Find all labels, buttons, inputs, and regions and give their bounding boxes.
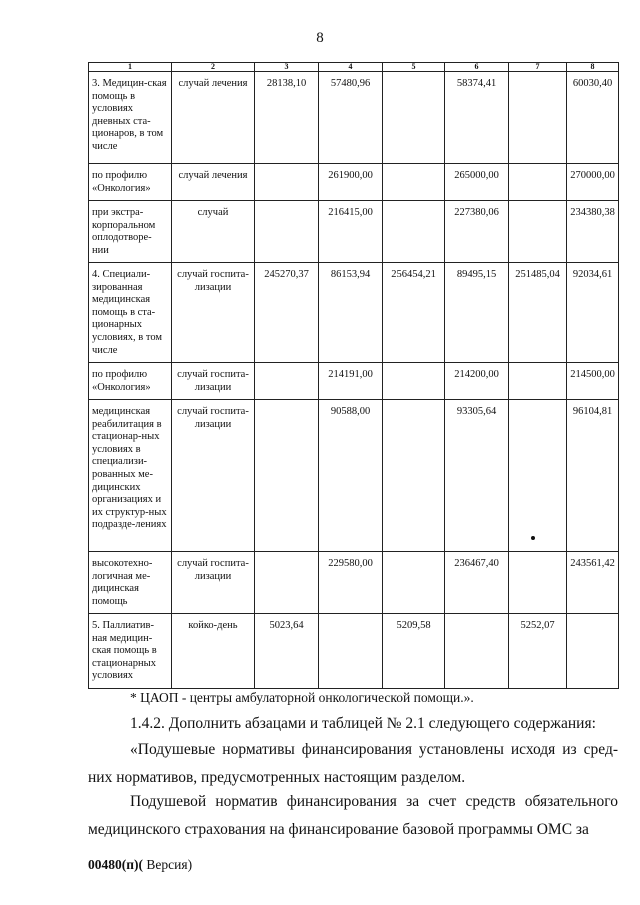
value-cell (509, 363, 567, 400)
table-row (89, 363, 619, 400)
paragraph: «Подушевые нормативы финансирования установлены исходя из сред-них нормативов, предусмотренных настоящим разделом. (88, 741, 618, 786)
column-header: 7 (509, 63, 567, 72)
value-cell: 5209,58 (383, 614, 445, 689)
care-type-cell: по профилю «Онкология» (89, 363, 172, 400)
value-cell (509, 552, 567, 614)
care-type-cell: 5. Паллиатив-ная медицин-ская помощь в стационарных условиях (89, 614, 172, 689)
table-row (89, 72, 619, 164)
value-cell (383, 363, 445, 400)
value-cell (319, 614, 383, 689)
care-type-cell: по профилю «Онкология» (89, 164, 172, 201)
value-cell: 60030,40 (567, 72, 619, 164)
table-row (89, 552, 619, 614)
value-cell (383, 400, 445, 552)
value-cell: 214500,00 (567, 363, 619, 400)
value-cell: 5023,64 (255, 614, 319, 689)
document-id (88, 857, 192, 873)
value-cell (509, 400, 567, 552)
column-header: 2 (172, 63, 255, 72)
value-cell: 270000,00 (567, 164, 619, 201)
column-header: 6 (445, 63, 509, 72)
column-header: 3 (255, 63, 319, 72)
care-type-cell: высокотехно-логичная ме-дицинская помощь (89, 552, 172, 614)
value-cell (509, 164, 567, 201)
value-cell: 234380,38 (567, 201, 619, 263)
column-header: 4 (319, 63, 383, 72)
unit-cell: случай госпита-лизации (172, 363, 255, 400)
page-number: 8 (316, 30, 324, 46)
column-header: 1 (89, 63, 172, 72)
unit-cell: случай лечения (172, 72, 255, 164)
value-cell: 243561,42 (567, 552, 619, 614)
value-cell (255, 363, 319, 400)
value-cell (255, 164, 319, 201)
unit-cell: случай госпита-лизации (172, 263, 255, 363)
value-cell (255, 552, 319, 614)
value-cell: 214200,00 (445, 363, 509, 400)
table-header-row (89, 63, 619, 72)
value-cell: 265000,00 (445, 164, 509, 201)
value-cell: 227380,06 (445, 201, 509, 263)
unit-cell: койко-день (172, 614, 255, 689)
value-cell: 261900,00 (319, 164, 383, 201)
value-cell: 236467,40 (445, 552, 509, 614)
value-cell (567, 614, 619, 689)
value-cell: 214191,00 (319, 363, 383, 400)
table-row (89, 400, 619, 552)
value-cell (509, 72, 567, 164)
value-cell: 5252,07 (509, 614, 567, 689)
value-cell: 229580,00 (319, 552, 383, 614)
care-type-cell: при экстра-корпоральном оплодотворе-нии (89, 201, 172, 263)
value-cell (445, 614, 509, 689)
value-cell: 256454,21 (383, 263, 445, 363)
unit-cell: случай лечения (172, 164, 255, 201)
value-cell: 96104,81 (567, 400, 619, 552)
document-code: 00480(п)( (88, 857, 144, 872)
scan-speck (531, 536, 535, 540)
paragraph: Подушевой норматив финансирования за счет средств обязательного медицинского страхования на финансирование базовой программы ОМС за (88, 793, 618, 838)
column-header: 5 (383, 63, 445, 72)
table-row (89, 614, 619, 689)
value-cell (383, 552, 445, 614)
value-cell: 92034,61 (567, 263, 619, 363)
column-header: 8 (567, 63, 619, 72)
value-cell (383, 72, 445, 164)
unit-cell: случай (172, 201, 255, 263)
value-cell: 28138,10 (255, 72, 319, 164)
value-cell (509, 201, 567, 263)
care-type-cell: 4. Специали-зированная медицинская помощь в ста-ционарных условиях, в том числе (89, 263, 172, 363)
unit-cell: случай госпита-лизации (172, 400, 255, 552)
value-cell (383, 164, 445, 201)
value-cell: 57480,96 (319, 72, 383, 164)
table-footnote: * ЦАОП - центры амбулаторной онкологической помощи.». (130, 690, 474, 705)
value-cell: 90588,00 (319, 400, 383, 552)
value-cell (255, 201, 319, 263)
value-cell: 86153,94 (319, 263, 383, 363)
value-cell (383, 201, 445, 263)
paragraph: 1.4.2. Дополнить абзацами и таблицей № 2.1 следующего содержания: (130, 715, 596, 732)
value-cell: 245270,37 (255, 263, 319, 363)
value-cell: 93305,64 (445, 400, 509, 552)
table-row (89, 164, 619, 201)
value-cell: 251485,04 (509, 263, 567, 363)
value-cell: 58374,41 (445, 72, 509, 164)
care-type-cell: 3. Медицин-ская помощь в условиях дневных ста-ционаров, в том числе (89, 72, 172, 164)
table-row (89, 201, 619, 263)
table-row (89, 263, 619, 363)
financing-table (88, 62, 619, 689)
document-version: Версия) (143, 857, 193, 872)
value-cell: 89495,15 (445, 263, 509, 363)
care-type-cell: медицинская реабилитация в стационар-ных условиях в специализи-рованных ме-дицинских организациях и их структур-ных подразде-лениях (89, 400, 172, 552)
value-cell: 216415,00 (319, 201, 383, 263)
unit-cell: случай госпита-лизации (172, 552, 255, 614)
value-cell (255, 400, 319, 552)
